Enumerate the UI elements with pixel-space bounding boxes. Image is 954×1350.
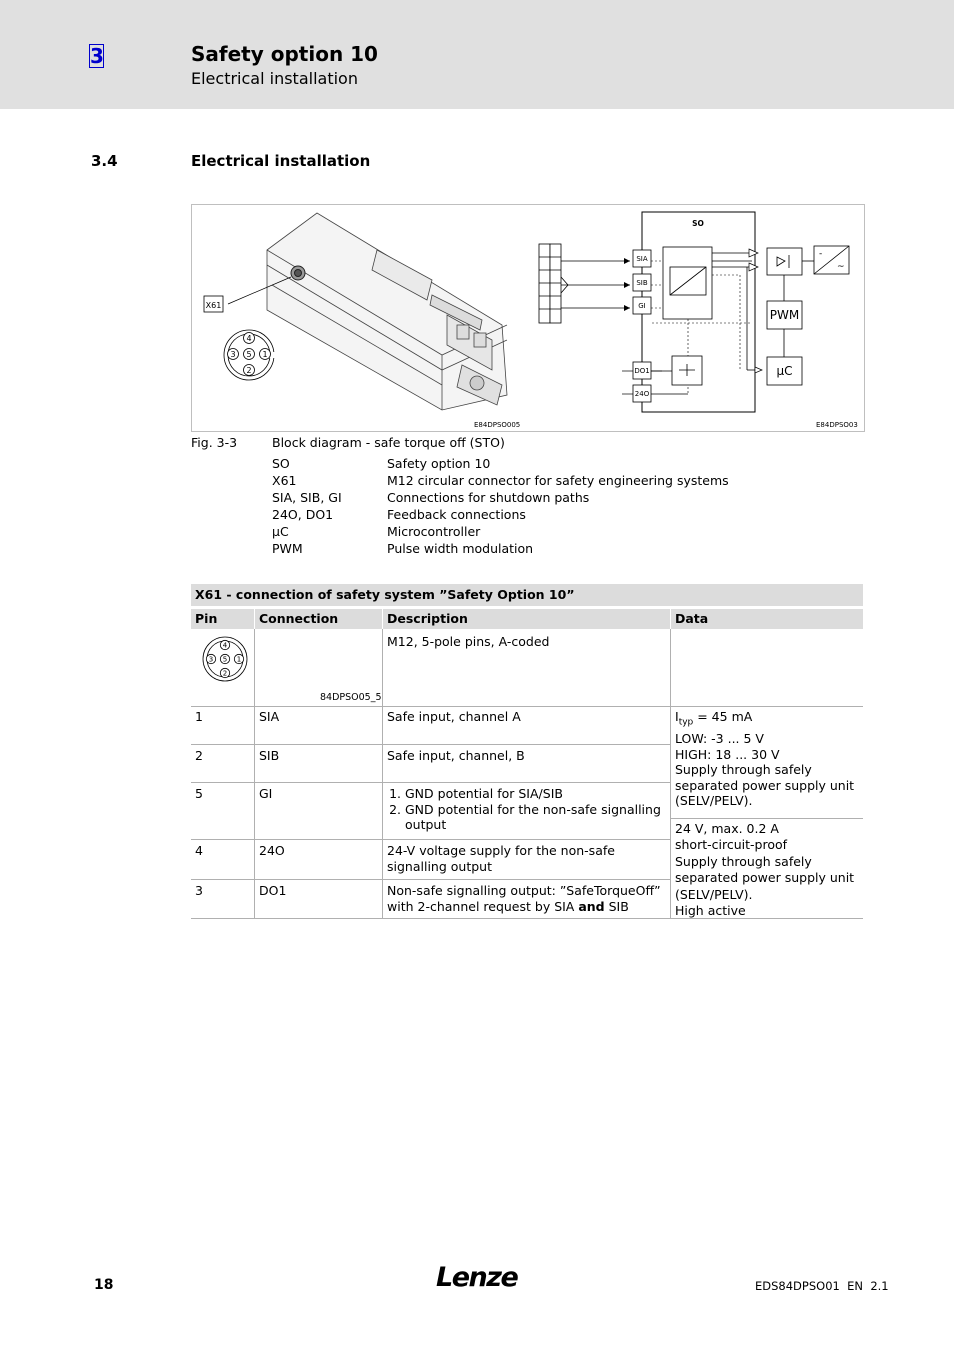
optocoupler-block (767, 248, 802, 275)
inverter-dc-symbol: - (819, 249, 823, 259)
legend-desc: Safety option 10 (387, 456, 491, 471)
data-outputs: 24 V, max. 0.2 A short-circuit-proof Supply through safely separated power supply unit (SELV/PELV). High active (675, 821, 855, 919)
connection-24o: 24O (259, 843, 285, 858)
m12-connector-icon (201, 635, 249, 683)
header-pin: Pin (191, 609, 254, 629)
pin-5: 5 (195, 786, 203, 801)
pin-label-5: 5 (222, 655, 228, 664)
header-subtitle: Electrical installation (191, 69, 358, 88)
lenze-logo: Lenze (436, 1262, 518, 1293)
legend-abbr: µC (272, 524, 289, 539)
left-figure-code: E84DPSO005 (474, 421, 521, 429)
pin-1: 1 (195, 709, 203, 724)
header-band (0, 0, 954, 109)
pin-4: 4 (195, 843, 203, 858)
connector-stack (539, 244, 568, 323)
header-description: Description (383, 609, 670, 629)
pin-label-1: 1 (262, 350, 268, 359)
connector-description: M12, 5-pole pins, A-coded (387, 634, 550, 649)
legend-desc: M12 circular connector for safety engineering systems (387, 473, 729, 488)
section-title: Electrical installation (191, 152, 371, 170)
header-title: Safety option 10 (191, 42, 378, 66)
input-arrows (624, 258, 630, 311)
description-sia: Safe input, channel A (387, 709, 521, 724)
description-do1: Non-safe signalling output: ”SafeTorqueOff” with 2-channel request by SIA and SIB (387, 883, 661, 914)
pin-label-5: 5 (246, 350, 252, 359)
description-24o: 24-V voltage supply for the non-safe signalling output (387, 843, 615, 874)
data-inputs: $I_{typ} = 45$ mA LOW: -3 ... 5 V HIGH: 18 ... 30 V Supply through safely separated power supply unit (SELV/PELV). (675, 709, 855, 808)
header-connection: Connection (255, 609, 382, 629)
pwm-label: PWM (769, 308, 800, 322)
description-gi-item-1: 1. GND potential for SIA/SIB (405, 786, 666, 802)
pin-label-1: 1 (236, 655, 242, 664)
right-figure-code: E84DPSO03 (816, 421, 858, 429)
isolation-block (663, 247, 712, 319)
legend-abbr: 24O, DO1 (272, 507, 334, 522)
description-gi (383, 784, 670, 835)
chapter-number-link[interactable]: 3 (90, 44, 104, 68)
legend-desc: Microcontroller (387, 524, 481, 539)
description-sib: Safe input, channel, B (387, 748, 525, 763)
legend-abbr: SIA, SIB, GI (272, 490, 342, 505)
legend-desc: Pulse width modulation (387, 541, 534, 556)
so-block-title: SO (692, 219, 704, 228)
legend-desc: Connections for shutdown paths (387, 490, 590, 505)
terminal-sia: SIA (636, 255, 648, 263)
uc-label: µC (776, 364, 793, 378)
pin-label-3: 3 (208, 655, 214, 664)
document-id: EDS84DPSO01 EN 2.1 (755, 1279, 889, 1293)
pin-label-4: 4 (222, 641, 228, 650)
terminal-24o: 24O (634, 390, 650, 398)
legend-abbr: SO (272, 456, 290, 471)
connection-sib: SIB (259, 748, 280, 763)
description-gi-item-2: 2. GND potential for the non-safe signalling output (405, 802, 666, 833)
pin-2: 2 (195, 748, 203, 763)
terminal-gi: GI (638, 302, 646, 310)
header-data: Data (671, 609, 863, 629)
input-wires (561, 261, 630, 308)
device-illustration (267, 213, 507, 410)
pin-label-2: 2 (246, 366, 252, 375)
figure-label: Fig. 3-3 (191, 435, 238, 450)
connection-sia: SIA (259, 709, 280, 724)
pin-label-3: 3 (230, 350, 236, 359)
pin-label-2: 2 (222, 669, 228, 678)
pin-label-4: 4 (246, 334, 252, 343)
x61-label: X61 (205, 301, 222, 310)
block-diagram-drawing (192, 205, 864, 431)
page-number: 18 (94, 1277, 114, 1293)
connector-image-code: 84DPSO05_5 (320, 692, 382, 703)
table-title: X61 - connection of safety system ”Safety Option 10” (191, 584, 863, 606)
terminal-sib: SIB (636, 279, 648, 287)
feedback-switch (672, 356, 702, 385)
figure-caption: Block diagram - safe torque off (STO) (272, 435, 505, 450)
pin-3: 3 (195, 883, 203, 898)
connection-do1: DO1 (259, 883, 287, 898)
legend-abbr: X61 (272, 473, 297, 488)
section-number: 3.4 (91, 152, 118, 170)
legend-desc: Feedback connections (387, 507, 526, 522)
connection-gi: GI (259, 786, 273, 801)
legend-abbr: PWM (272, 541, 303, 556)
block-diagram-figure (191, 204, 865, 432)
inverter-ac-symbol: ~ (837, 262, 845, 272)
terminal-do1: DO1 (634, 367, 650, 375)
